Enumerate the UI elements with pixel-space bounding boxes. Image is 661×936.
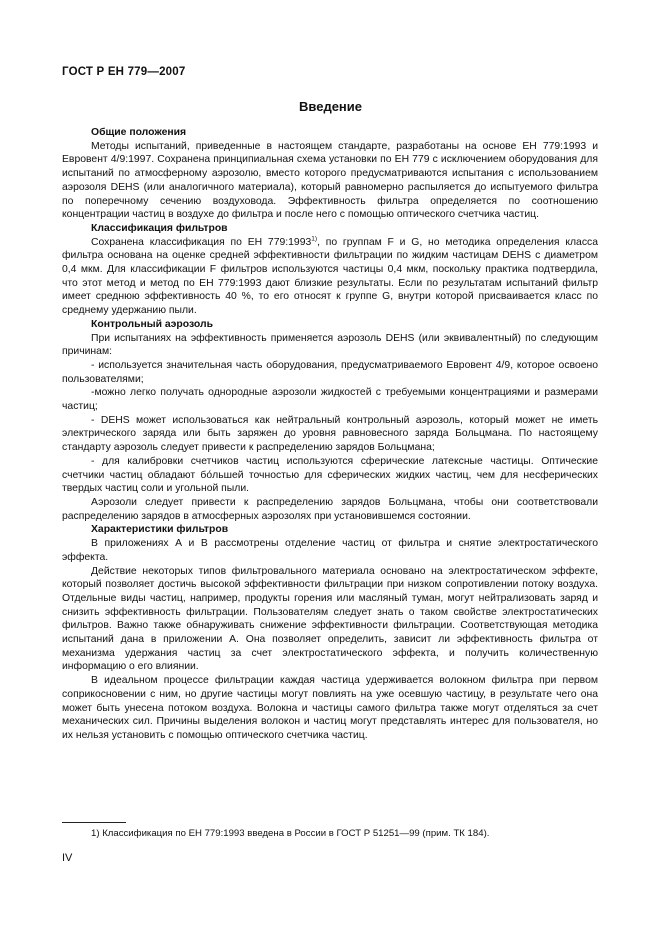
footnote-ref: 1) <box>311 235 318 243</box>
paragraph <box>62 236 598 318</box>
paragraph: Действие некоторых типов фильтровального материала основано на электростатическом эффекте, который позволяет достичь высокой эффективности фильтрации при низком сопротивлении потоку воздуха. Отдельные виды частиц, например, продукты горения или масляный туман, могут нейтрализовать заряд и снизить эффективность фильтрации. Пользователям следует знать о таком свойстве электростатических фильтров. Важно также обнаруживать снижение эффективности фильтрации. Соответствующая методика испытаний дана в приложении А. Она позволяет определить, зависит ли эффективность фильтра от механизма удержания частиц за счет электростатического эффекта, и получить количественную информацию о его влиянии. <box>62 565 598 673</box>
text-run: Сохранена классификация по ЕН 779:1993 <box>91 236 312 248</box>
list-item: -можно легко получать однородные аэрозоли жидкостей с требуемыми концентрациями и размерами частиц; <box>62 387 598 413</box>
document-body <box>62 126 598 743</box>
page-number: IV <box>62 852 73 864</box>
list-item: - DEHS может использоваться как нейтральный контрольный аэрозоль, который может не иметь электрического заряда или быть заряжен до уровня равновесного заряда Больцмана. По настоящему стандарту аэрозоль следует привести к распределению зарядов Больцмана; <box>62 414 598 454</box>
section-heading-classification: Классификация фильтров <box>91 222 228 234</box>
section-heading-aerosol: Контрольный аэрозоль <box>91 318 213 330</box>
text-run: , по группам F и G, но методика определения класса фильтра основана на оценке средней эффективности фильтрации по жидким частицам DEHS с диаметром 0,4 мкм. Для классификации F фильтров используются частицы 0,4 мкм, поскольку практика подтвердила, что этот метод и метод по ЕН 779:1993 дают близкие результаты. Если по результатам испытаний фильтр имеет среднюю эффективность 40 %, то его относят к группе G, внутри которой присваивается класс по среднему удержанию пыли. <box>62 236 599 317</box>
footnote: 1) Классификация по ЕН 779:1993 введена в России в ГОСТ Р 51251—99 (прим. ТК 184). <box>91 828 490 839</box>
document-header: ГОСТ Р ЕН 779—2007 <box>62 66 186 78</box>
list-item: - используется значительная часть оборудования, предусматриваемого Евровент 4/9, которое освоено пользователями; <box>62 359 598 385</box>
section-heading-general: Общие положения <box>91 127 187 138</box>
section-heading-characteristics: Характеристики фильтров <box>91 524 229 536</box>
page-title: Введение <box>299 99 362 114</box>
list-item: - для калибровки счетчиков частиц используются сферические латексные частицы. Оптические счетчики частиц обладают бо́льшей точностью для сферических жидких частиц, чем для несферических твердых частиц соли и угольной пыли. <box>62 455 598 495</box>
paragraph: В приложениях А и В рассмотрены отделение частиц от фильтра и снятие электростатического эффекта. <box>62 538 598 563</box>
footnote-divider <box>62 822 126 823</box>
paragraph: Методы испытаний, приведенные в настоящем стандарте, разработаны на основе ЕН 779:1993 и Евровент 4/9:1997. Сохранена принципиальная схема установки по ЕН 779 с исключением оборудования для испытаний по атмосферному аэрозолю, вместо которого предусматриваются испытания с использованием аэрозоля DEHS (или аналогичного материала), который равномерно распыляется до испытуемого фильтра по поперечному сечению воздуховода. Эффективность фильтра определяется по соотношению концентрации частиц в воздухе до фильтра и после него с помощью оптического счетчика частиц. <box>62 140 598 221</box>
paragraph: Аэрозоли следует привести к распределению зарядов Больцмана, чтобы они соответствовали распределению зарядов в атмосферных аэрозолях при установившемся состоянии. <box>62 496 598 522</box>
paragraph: В идеальном процессе фильтрации каждая частица удерживается волокном фильтра при первом соприкосновении с ним, но другие частицы могут повлиять на уже осевшую частицу, в результате чего она может быть унесена потоком воздуха. Волокна и частицы самого фильтра также могут отделяться за счет механических сил. Причины выделения волокон и частиц могут представлять интерес для пользователя, но их нельзя установить с помощью оптического счетчика частиц. <box>62 675 598 741</box>
paragraph: При испытаниях на эффективность применяется аэрозоль DEHS (или эквивалентный) по следующим причинам: <box>62 332 598 358</box>
